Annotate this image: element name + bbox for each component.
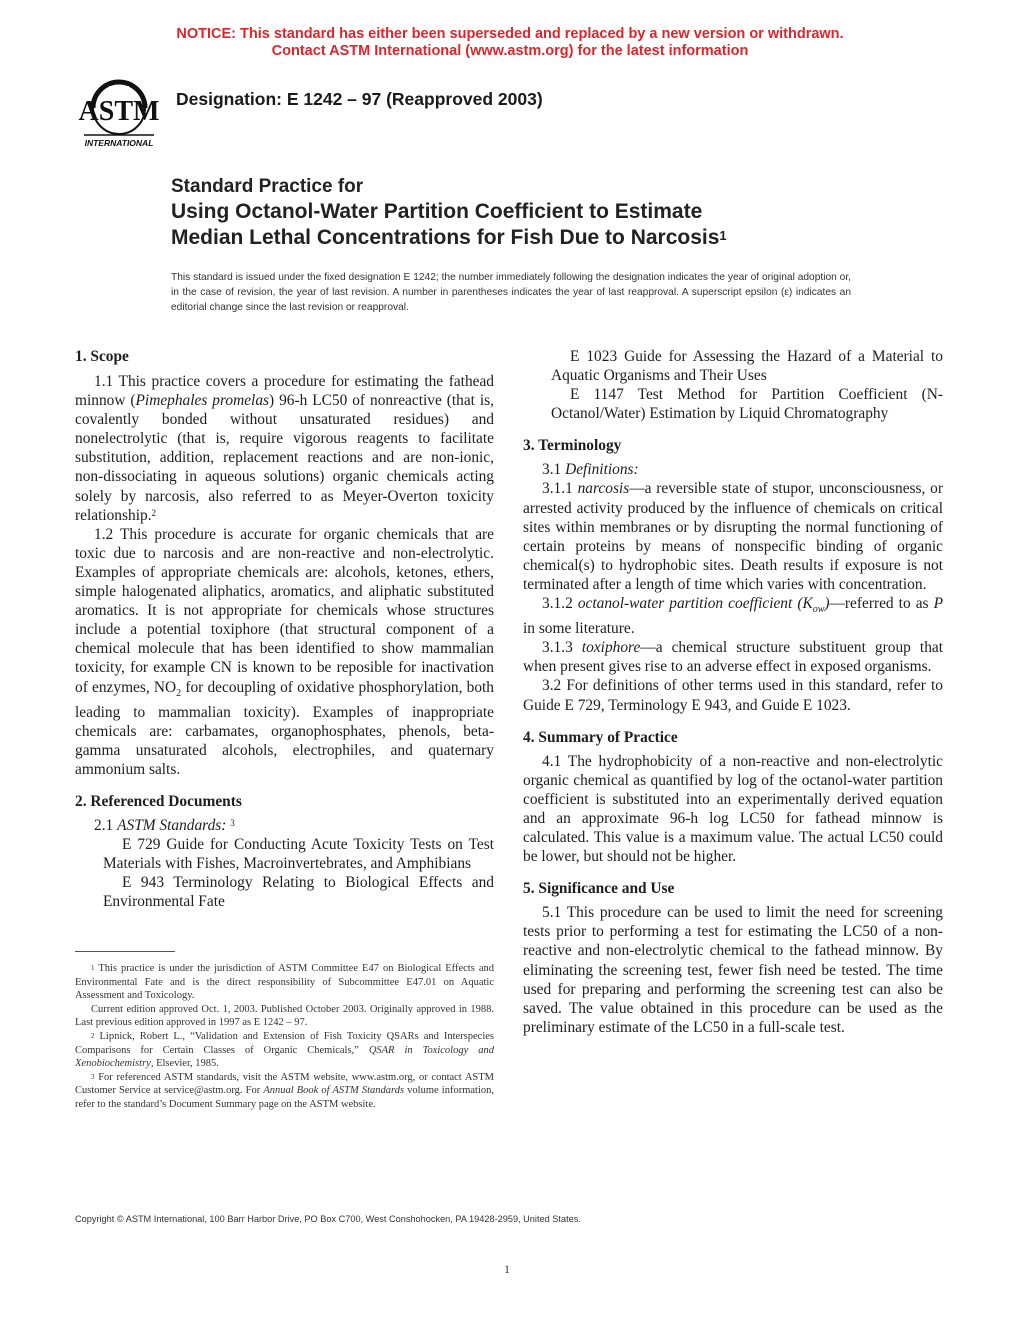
withdrawal-notice <box>0 26 1020 60</box>
section-heading-referenced-documents: 2. Referenced Documents <box>75 793 242 811</box>
reference-item: E 1023 Guide for Assessing the Hazard of a Material to Aquatic Organisms and Their Uses <box>551 348 943 385</box>
summary-paragraph: 4.1 The hydrophobicity of a non-reactive and non-electrolytic organic chemical as quantified by log of the octanol-water partition coefficient is substituted into an experimentally derived equation and an approximate 96-h log LC50 for fathead minnow is calculated. This value is a maximum value. The actual LC50 could be lower, but should not be higher. <box>523 752 943 866</box>
scope-paragraph-1-1: 1.1 This practice covers a procedure for estimating the fathead minnow (Pimephales promelas) 96-h LC50 of nonreactive (that is, covalently bonded without unsaturated residues) and nonelectrolytic (that is, require vigorous reagents to facilitate substitution, addition, replacement reactions and are non-ionic, non-dissociating in aqueous solutions) organic chemicals acting solely by narcosis, also referred to as Meyer-Overton toxicity relationship.$^2$ <box>75 373 494 524</box>
document-title <box>171 174 891 251</box>
section-heading-significance: 5. Significance and Use <box>523 880 675 898</box>
definitions-label: 3.1 Definitions: <box>542 461 639 479</box>
reference-item: E 943 Terminology Relating to Biological Effects and Environmental Fate <box>103 874 494 911</box>
left-column <box>75 347 494 912</box>
reference-item: E 1147 Test Method for Partition Coefficient (N-Octanol/Water) Estimation by Liquid Chromatography <box>551 386 943 423</box>
title-line-2: Using Octanol-Water Partition Coefficient to Estimate <box>171 200 703 223</box>
page-number: 1 <box>504 1262 510 1276</box>
logo-caption: INTERNATIONAL <box>84 138 154 148</box>
reference-item: E 729 Guide for Conducting Acute Toxicity Tests on Test Materials with Fishes, Macroinvertebrates, and Amphibians <box>103 836 494 873</box>
section-heading-scope: 1. Scope <box>75 348 129 365</box>
section-heading-terminology: 3. Terminology <box>523 437 622 455</box>
footnote-1-edition: Current edition approved Oct. 1, 2003. Published October 2003. Originally approved in 1988. Last previous edition approved in 1997 as E 1242 – 97. <box>75 1003 494 1029</box>
right-column <box>523 347 943 1037</box>
scope-paragraph-1-2: 1.2 This procedure is accurate for organic chemicals that are toxic due to narcosis and are non-reactive and non-electrolytic. Examples of appropriate chemicals are: alcohols, ketones, ethers, simple halogenated aliphatics, aromatics, and aliphatic substituted aromatics. It is not appropriate for chemicals whose structures include a potential toxiphore (that structural component of a chemical molecule that has been identified to show mammalian toxicity, for example CN is known to be reposible for inactivation of enzymes, $NO_2$ for decoupling of oxidative phosphorylation, both leading to mammalian toxicity). Examples of inappropriate chemicals are: carbamates, organophosphates, phenols, beta-gamma unsaturated alcohols, electrophiles, and quaternary ammonium salts. <box>75 525 494 778</box>
title-footnote-mark: 1 <box>719 228 727 243</box>
logo-letters: ASTM <box>78 96 160 127</box>
title-line-1: Standard Practice for <box>171 176 364 197</box>
section-heading-summary: 4. Summary of Practice <box>523 728 678 746</box>
significance-paragraph: 5.1 This procedure can be used to limit the need for screening tests prior to performing a test for estimating the LC50 of a non-reactive and non-electrolytic chemical to the fathead minnow. By eliminating the screening test, fewer fish need be tested. The time used for preparing and performing the screening test can also be saved. The value obtained in this procedure can be used as the preliminary estimate of the LC50 in a full-scale test. <box>523 904 943 1036</box>
title-line-3: Median Lethal Concentrations for Fish Due to Narcosis$^1$ <box>171 226 727 249</box>
footnotes <box>75 962 494 1112</box>
footnote-1: $^1$ This practice is under the jurisdiction of ASTM Committee E47 on Biological Effects and Environmental Fate and is the direct responsibility of Subcommittee E47.01 on Aquatic Assessment and Toxicology. <box>75 963 494 1002</box>
footnote-divider <box>75 951 175 952</box>
definition-kow: 3.1.2 octanol-water partition coefficient $(K_{ow})—referred$ to as P in some literature. <box>523 595 943 638</box>
footnote-2: $^2$ Lipnick, Robert L., “Validation and Extension of Fish Toxicity QSARs and Interspecies Comparisons for Certain Classes of Organic Chemicals,” QSAR in Toxicology and Xenobiochemistry, Elsevier, 1985. <box>75 1030 495 1070</box>
issue-note: This standard is issued under the fixed designation E 1242; the number immediately following the designation indicates the year of original adoption or, in the case of revision, the year of last revision. A number in parentheses indicates the year of last reapproval. A superscript epsilon (ε) indicates an editorial change since the last revision or reapproval. <box>171 272 851 314</box>
notice-line-1: NOTICE: This standard has either been superseded and replaced by a new version or withdrawn. <box>176 26 844 42</box>
copyright-line: Copyright © ASTM International, 100 Barr Harbor Drive, PO Box C700, West Conshohocken, PA 19428-2959, United States. <box>75 1214 581 1224</box>
definition-toxiphore: 3.1.3 toxiphore—a chemical structure substituent group that when present gives rise to an adverse effect in exposed organisms. <box>523 639 943 676</box>
astm-logo <box>76 76 162 150</box>
astm-standards-label: 2.1 ASTM Standards: $^3$ <box>94 817 235 835</box>
definition-narcosis: 3.1.1 narcosis—a reversible state of stupor, unconsciousness, or arrested activity produced by the influence of chemicals on critical sites within membranes or by disrupting the normal functioning of certain proteins by means of nonspecific binding of organic chemical(s) to hydrophobic sites. Death results if exposure is not terminated after a length of time which varies with concentration. <box>523 480 943 593</box>
designation: Designation: E 1242 – 97 (Reapproved 2003) <box>176 89 543 109</box>
footnote-3: $^3$ For referenced ASTM standards, visit the ASTM website, www.astm.org, or contact ASTM Customer Service at service@astm.org. For Annual Book of ASTM Standards volume information, refer to the standard’s Document Summary page on the ASTM website. <box>75 1071 495 1110</box>
terminology-paragraph-3-2: 3.2 For definitions of other terms used in this standard, refer to Guide E 729, Terminology E 943, and Guide E 1023. <box>523 677 943 714</box>
notice-line-2: Contact ASTM International (www.astm.org) for the latest information <box>271 43 749 59</box>
